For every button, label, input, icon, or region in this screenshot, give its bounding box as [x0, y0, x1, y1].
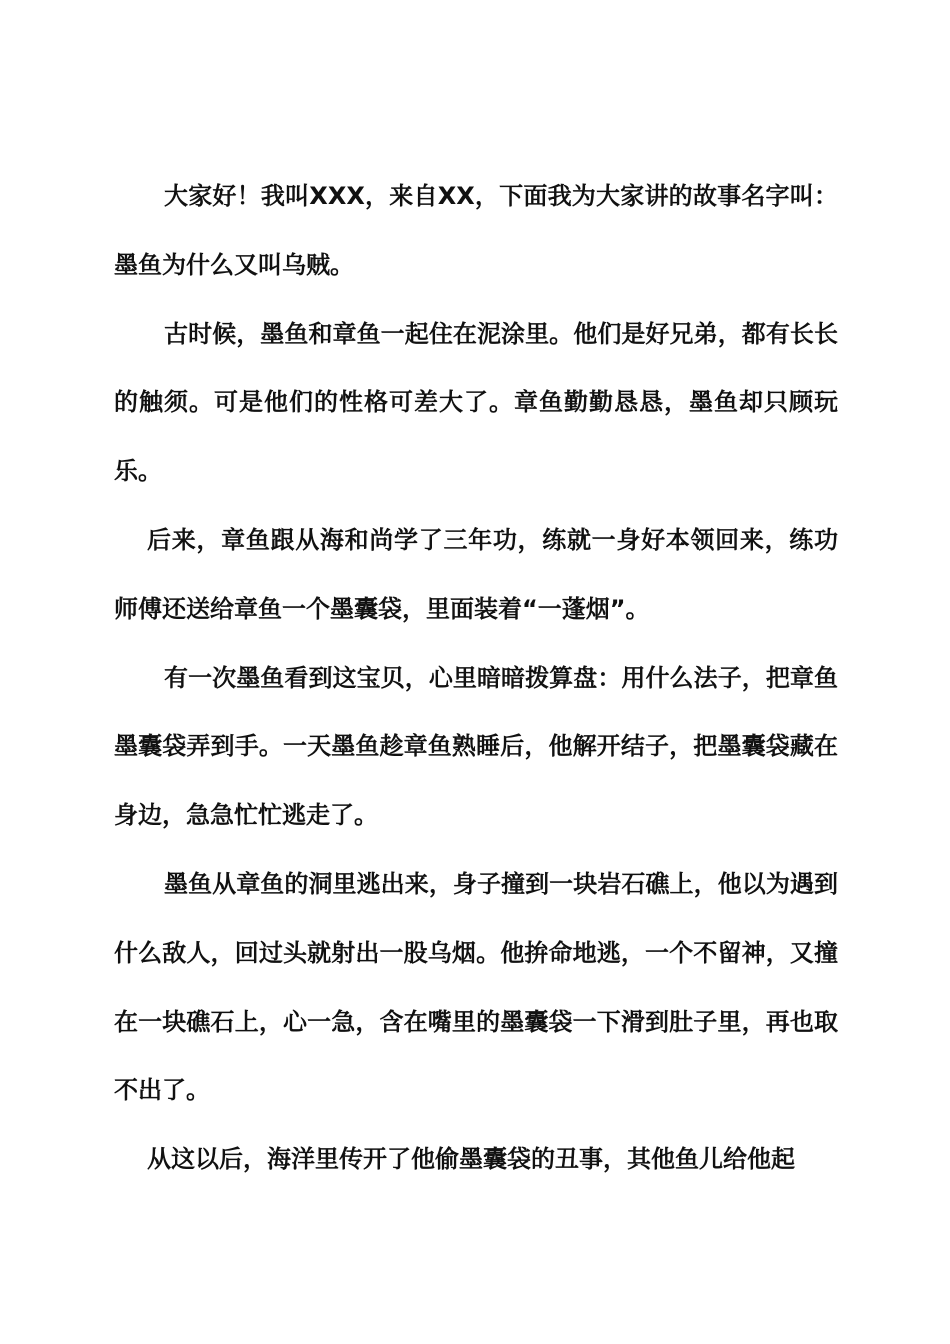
- paragraph-octopus-training: 后来，章鱼跟从海和尚学了三年功，练就一身好本领回来，练功师傅还送给章鱼一个墨囊袋，里面装着“一蓬烟”。: [114, 525, 838, 623]
- document-body: [114, 162, 838, 1194]
- paragraph-aftermath: 从这以后，海洋里传开了他偷墨囊袋的丑事，其他鱼儿给他起: [147, 1145, 795, 1174]
- paragraph-ancient-times: 古时候，墨鱼和章鱼一起住在泥涂里。他们是好兄弟，都有长长的触须。可是他们的性格可差大了。章鱼勤勤恳恳，墨鱼却只顾玩乐。: [114, 319, 838, 486]
- paragraph-greeting: 大家好！我叫XXX，来自XX，下面我为大家讲的故事名字叫：墨鱼为什么又叫乌贼。: [114, 182, 838, 279]
- paragraph-cuttlefish-steals: 有一次墨鱼看到这宝贝，心里暗暗拨算盘：用什么法子，把章鱼墨囊袋弄到手。一天墨鱼趁章鱼熟睡后，他解开结子，把墨囊袋藏在身边，急急忙忙逃走了。: [114, 663, 838, 830]
- paragraph-cuttlefish-escape: 墨鱼从章鱼的洞里逃出来，身子撞到一块岩石礁上，他以为遇到什么敌人，回过头就射出一股乌烟。他拚命地逃，一个不留神，又撞在一块礁石上，心一急，含在嘴里的墨囊袋一下滑到肚子里，再也取不出了。: [114, 869, 838, 1105]
